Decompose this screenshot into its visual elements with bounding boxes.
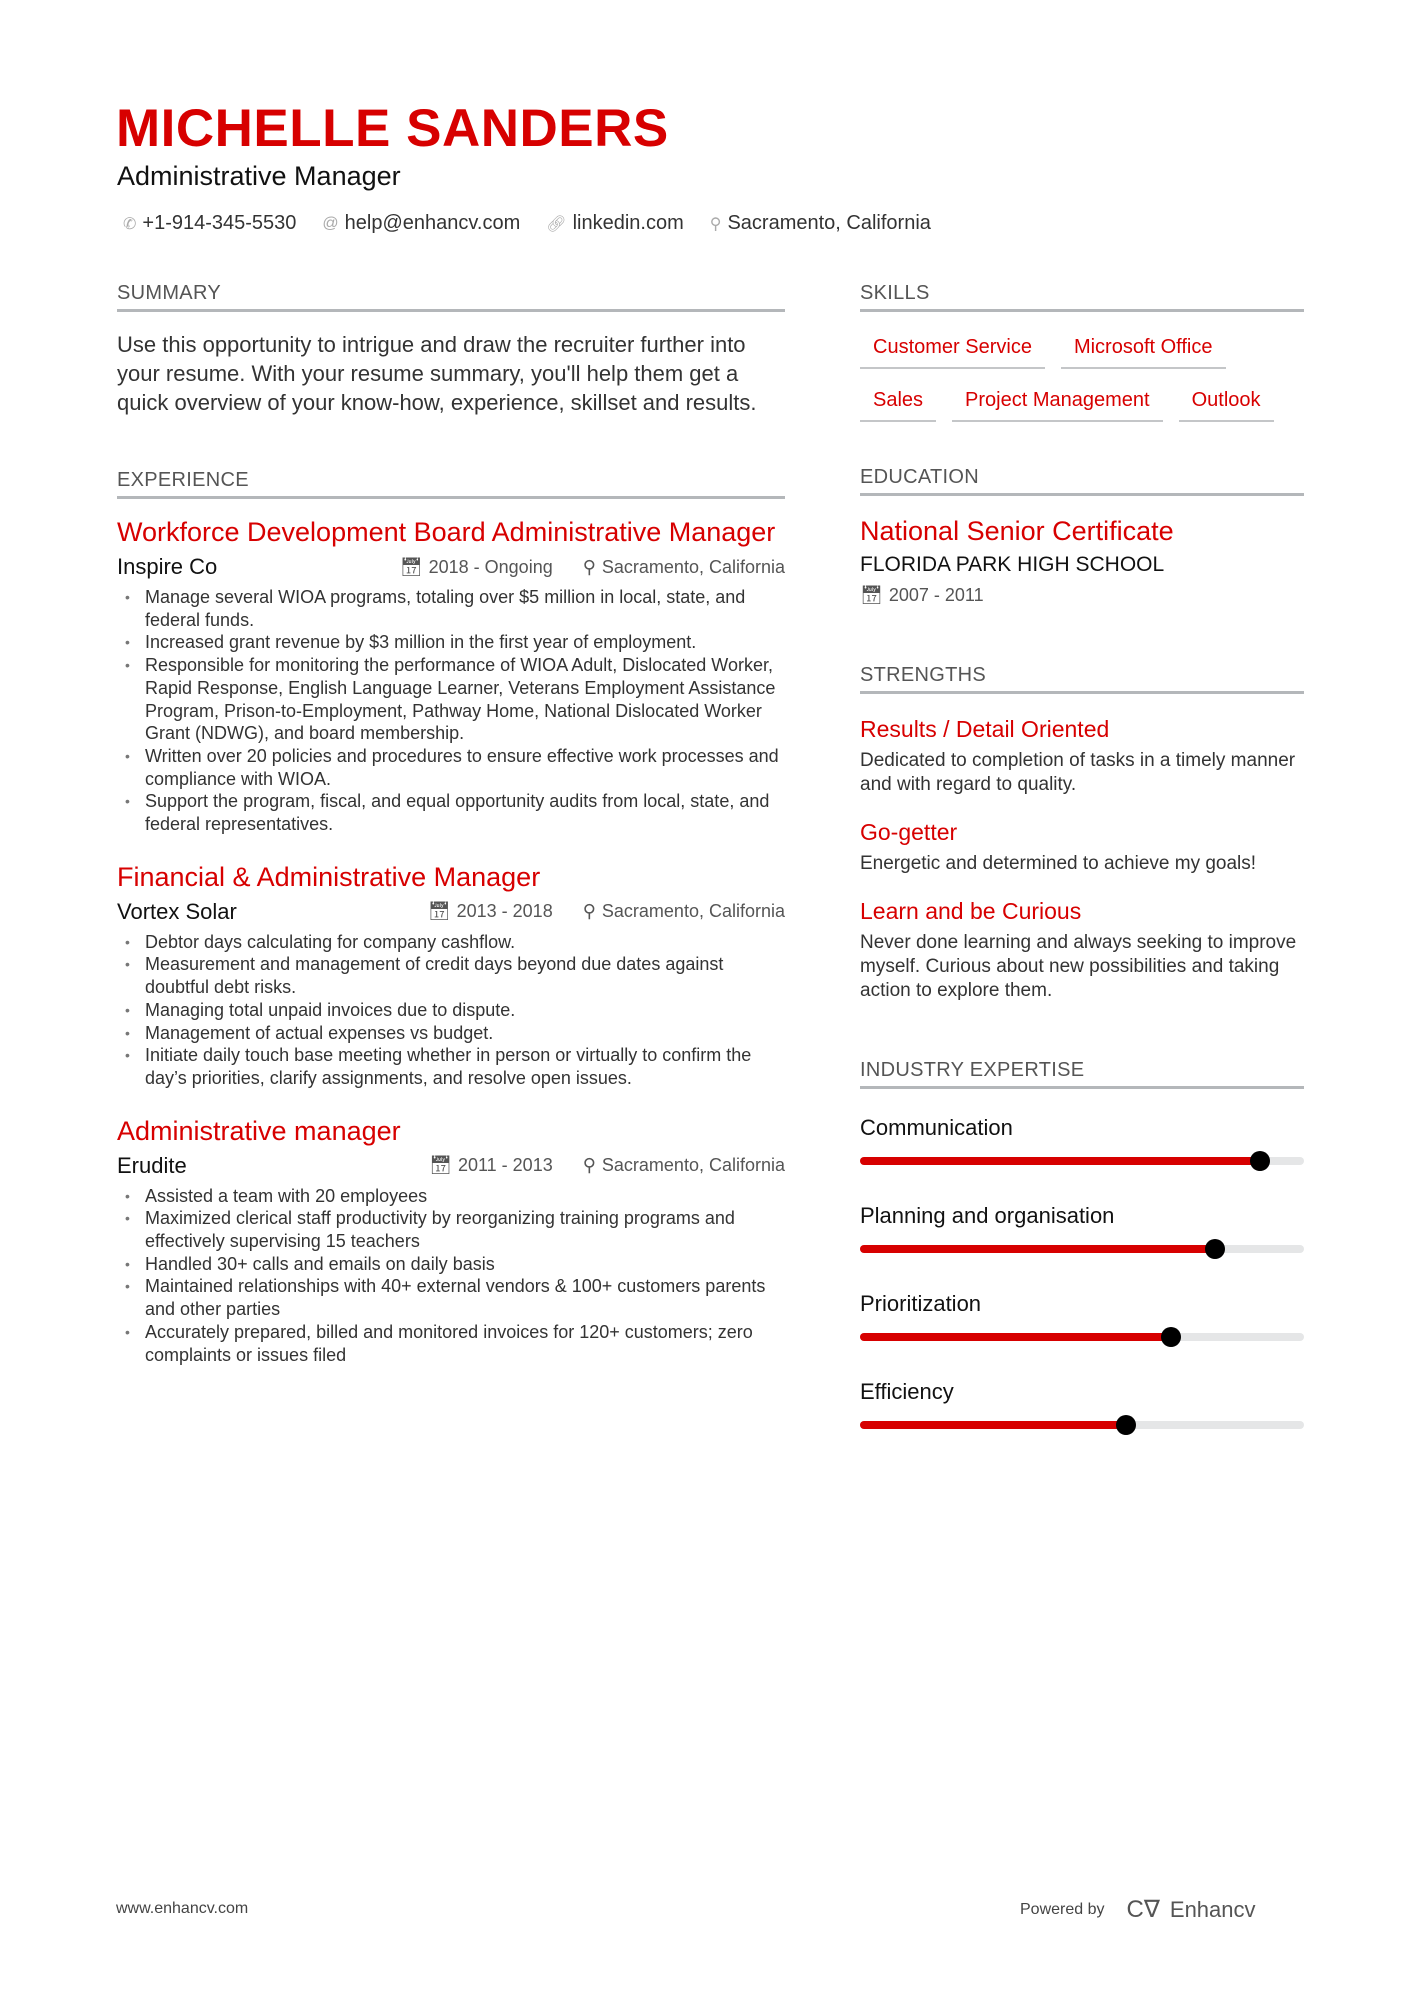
footer-url[interactable]: www.enhancv.com	[116, 1900, 249, 1917]
summary-heading: SUMMARY	[117, 282, 785, 312]
strength-title: Results / Detail Oriented	[860, 716, 1110, 742]
job-location-text: Sacramento, California	[601, 901, 785, 922]
education-dates	[860, 585, 1304, 606]
job-dates-text: 2011 - 2013	[457, 1155, 553, 1176]
expertise-knob	[1205, 1239, 1225, 1259]
link-text[interactable]: linkedin.com	[572, 212, 684, 234]
education-school: FLORIDA PARK HIGH SCHOOL	[860, 553, 1165, 576]
summary-text: Use this opportunity to intrigue and draw the recruiter further into your resume. With your resume summary, you'll help them get a quick overview of your know-how, experience, skillset and results.	[117, 332, 757, 415]
strengths-heading: STRENGTHS	[860, 664, 1304, 694]
job-bullet: • Managing total unpaid invoices due to dispute.	[117, 999, 785, 1022]
expertise-knob	[1161, 1327, 1181, 1347]
job-title: Administrative manager	[117, 1115, 401, 1146]
job-location-text: Sacramento, California	[601, 1155, 785, 1176]
expertise-fill	[860, 1157, 1260, 1165]
candidate-name: MICHELLE SANDERS	[116, 99, 669, 158]
skill-tag: Sales	[860, 385, 936, 422]
job-bullets	[117, 586, 785, 836]
job-entry	[117, 862, 785, 1090]
expertise-label: Planning and organisation	[860, 1203, 1115, 1228]
strength-desc: Energetic and determined to achieve my goals!	[860, 853, 1257, 874]
job-bullet: • Maintained relationships with 40+ external vendors & 100+ customers parents and other parties	[117, 1275, 785, 1320]
expertise-item	[860, 1115, 1304, 1165]
enhancv-logo-icon: C∇	[1126, 1896, 1160, 1923]
contact-phone	[123, 212, 296, 235]
calendar-icon: 📅︎	[860, 585, 883, 605]
skill-tag: Project Management	[952, 385, 1163, 422]
enhancv-logo	[1127, 1895, 1256, 1924]
expertise-bar	[860, 1421, 1304, 1429]
job-bullet: • Measurement and management of credit days beyond due dates against doubtful debt risks.	[117, 953, 785, 998]
job-bullet: • Written over 20 policies and procedures to ensure effective work processes and compliance with WIOA.	[117, 745, 785, 790]
expertise-list	[860, 1115, 1304, 1429]
job-company: Vortex Solar	[117, 898, 237, 924]
job-dates	[400, 557, 553, 578]
footer-powered	[1020, 1895, 1256, 1924]
job-title: Financial & Administrative Manager	[117, 861, 541, 892]
strength-desc: Dedicated to completion of tasks in a timely manner and with regard to quality.	[860, 750, 1296, 795]
job-meta	[117, 554, 785, 580]
job-bullet: • Assisted a team with 20 employees	[117, 1185, 785, 1208]
job-meta	[117, 1153, 785, 1179]
job-bullet: • Maximized clerical staff productivity by reorganizing training programs and effectively supervising 15 teachers	[117, 1207, 785, 1252]
job-bullet: • Accurately prepared, billed and monitored invoices for 120+ customers; zero complaints or issues filed	[117, 1321, 785, 1366]
job-dates	[429, 1155, 553, 1176]
location-icon: ⚲	[709, 215, 722, 233]
expertise-label: Efficiency	[860, 1379, 954, 1404]
job-location	[583, 901, 785, 922]
strength-item	[860, 819, 1304, 876]
location-icon: ⚲	[582, 901, 596, 922]
job-bullet: • Handled 30+ calls and emails on daily basis	[117, 1253, 785, 1276]
experience-heading: EXPERIENCE	[117, 469, 785, 499]
job-bullet: • Increased grant revenue by $3 million in the first year of employment.	[117, 631, 785, 654]
left-column	[117, 282, 785, 1366]
job-dates	[428, 901, 553, 922]
job-entry	[117, 1116, 785, 1367]
brand-text: Enhancv	[1169, 1896, 1256, 1922]
job-dates-text: 2013 - 2018	[456, 901, 553, 922]
expertise-label: Communication	[860, 1115, 1013, 1140]
education-heading: EDUCATION	[860, 466, 1304, 496]
powered-by-text: Powered by	[1020, 1900, 1105, 1918]
skill-tag: Outlook	[1179, 385, 1274, 422]
strength-item	[860, 716, 1304, 797]
job-bullet: • Management of actual expenses vs budget.	[117, 1022, 785, 1045]
job-title: Workforce Development Board Administrative Manager	[117, 517, 776, 547]
job-company: Inspire Co	[117, 554, 218, 579]
job-bullet: • Debtor days calculating for company cashflow.	[117, 931, 785, 954]
location-text: Sacramento, California	[727, 212, 931, 234]
email-text[interactable]: help@enhancv.com	[344, 212, 521, 234]
phone-text: +1-914-345-5530	[142, 212, 297, 234]
skill-tag: Microsoft Office	[1061, 332, 1226, 369]
contact-info	[123, 212, 931, 235]
link-icon: 🔗︎	[546, 215, 567, 233]
job-location	[583, 557, 785, 578]
right-column	[860, 282, 1304, 1429]
expertise-knob	[1250, 1151, 1270, 1171]
job-bullet: • Support the program, fiscal, and equal opportunity audits from local, state, and federal representatives.	[117, 790, 785, 835]
expertise-bar	[860, 1157, 1304, 1165]
contact-location	[710, 212, 931, 235]
education-degree: National Senior Certificate	[860, 516, 1174, 546]
job-bullet: • Manage several WIOA programs, totaling over $5 million in local, state, and federal funds.	[117, 586, 785, 631]
contact-email[interactable]	[322, 212, 520, 235]
strength-title: Learn and be Curious	[860, 898, 1082, 924]
phone-icon: ✆	[123, 215, 137, 233]
expertise-bar	[860, 1245, 1304, 1253]
expertise-fill	[860, 1421, 1126, 1429]
expertise-heading: INDUSTRY EXPERTISE	[860, 1059, 1304, 1089]
job-company: Erudite	[117, 1152, 187, 1178]
skill-tag: Customer Service	[860, 332, 1045, 369]
job-location	[583, 1155, 785, 1176]
job-bullet: • Initiate daily touch base meeting whether in person or virtually to confirm the day’s priorities, clarify assignments, and resolve open issues.	[117, 1044, 785, 1089]
job-dates-text: 2018 - Ongoing	[428, 556, 553, 577]
skill-tags	[860, 332, 1304, 422]
location-icon: ⚲	[582, 556, 596, 577]
job-bullets	[117, 1185, 785, 1367]
expertise-knob	[1116, 1415, 1136, 1435]
calendar-icon: 📅︎	[427, 901, 451, 922]
job-list	[117, 517, 785, 1366]
strength-title: Go-getter	[860, 819, 958, 845]
candidate-title: Administrative Manager	[117, 161, 401, 191]
expertise-bar	[860, 1333, 1304, 1341]
strength-list	[860, 716, 1304, 1003]
expertise-label: Prioritization	[860, 1291, 982, 1316]
expertise-fill	[860, 1333, 1171, 1341]
strength-desc: Never done learning and always seeking to improve myself. Curious about new possibilities and taking action to explore them.	[860, 932, 1297, 1001]
job-bullet: • Responsible for monitoring the performance of WIOA Adult, Dislocated Worker, Rapid Response, English Language Learner, Veterans Employment Assistance Program, Prison-to-Employment, Pathway Home, National Dislocated Worker Grant (NDWG), and board membership.	[117, 654, 785, 745]
contact-link[interactable]	[546, 212, 683, 235]
calendar-icon: 📅︎	[429, 1155, 452, 1176]
expertise-item	[860, 1203, 1304, 1253]
expertise-item	[860, 1291, 1304, 1341]
expertise-fill	[860, 1245, 1215, 1253]
skills-heading: SKILLS	[860, 282, 1304, 312]
job-meta	[117, 899, 785, 925]
job-bullets	[117, 931, 785, 1090]
education-dates-text: 2007 - 2011	[888, 585, 984, 605]
job-location-text: Sacramento, California	[601, 556, 785, 577]
calendar-icon: 📅︎	[399, 556, 423, 577]
strength-item	[860, 898, 1304, 1003]
expertise-item	[860, 1379, 1304, 1429]
job-entry	[117, 517, 785, 836]
location-icon: ⚲	[582, 1155, 596, 1176]
at-icon: @	[322, 214, 339, 232]
